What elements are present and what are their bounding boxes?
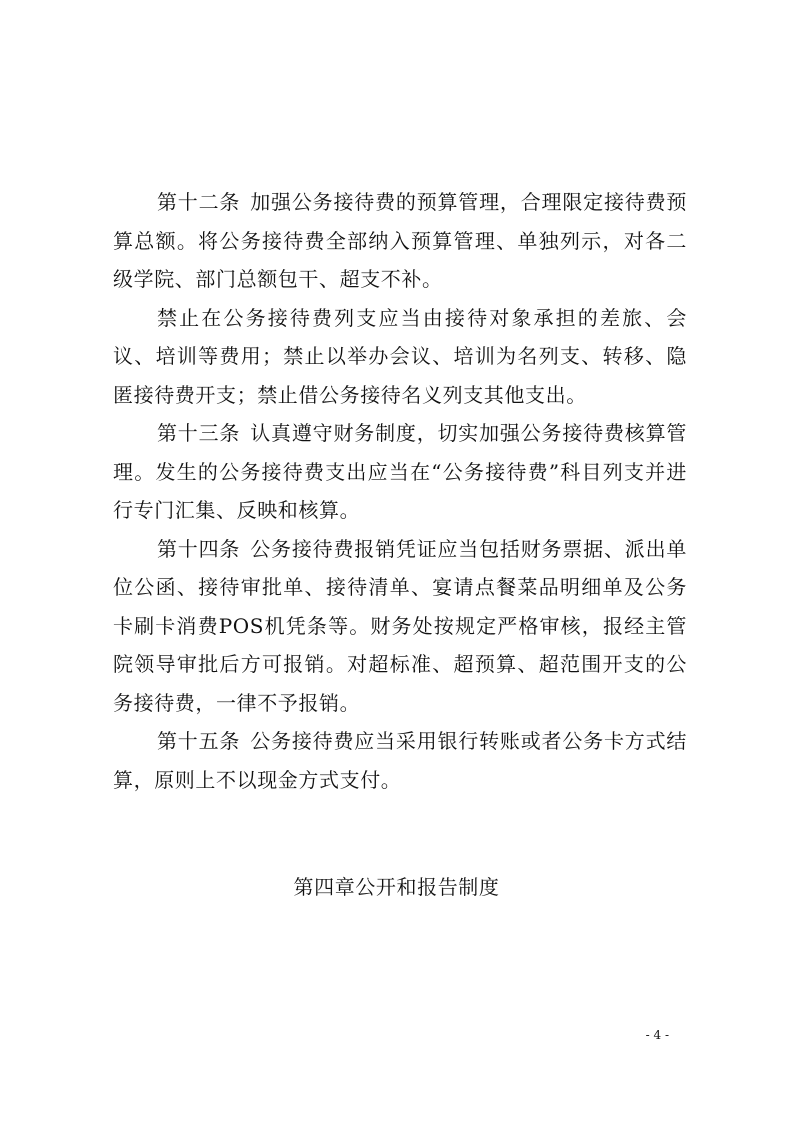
paragraph-text: 禁止在公务接待费列支应当由接待对象承担的差旅、会议、培训等费用；禁止以举办会议、培训为名列支、转移、隐匿接待费开支；禁止借公务接待名义列支其他支出。 — [113, 305, 687, 407]
paragraph-article-12 — [113, 183, 687, 299]
body-text — [113, 183, 687, 799]
article-heading: 第十四条 — [157, 536, 241, 561]
paragraph-article-15 — [113, 722, 687, 799]
paragraph-text: 公务接待费应当采用银行转账或者公务卡方式结算，原则上不以现金方式支付。 — [113, 729, 687, 792]
paragraph-prohibitions — [113, 299, 687, 415]
article-heading: 第十二条 — [157, 190, 241, 214]
paragraph-text: 公务接待费报销凭证应当包括财务票据、派出单位公函、接待审批单、接待清单、宴请点餐菜品明细单及公务卡刷卡消费POS机凭条等。财务处按规定严格审核，报经主管院领导审批后方可报销。对超标准、超预算、超范围开支的公务接待费，一律不予报销。 — [113, 536, 687, 715]
article-heading: 第十五条 — [157, 729, 241, 753]
paragraph-article-13 — [113, 414, 687, 530]
paragraph-article-14 — [113, 530, 687, 723]
page-number: - 4 - — [645, 1028, 669, 1042]
paragraph-text: 加强公务接待费的预算管理，合理限定接待费预算总额。将公务接待费全部纳入预算管理、单独列示，对各二级学院、部门总额包干、超支不补。 — [113, 190, 687, 291]
paragraph-text: 认真遵守财务制度，切实加强公务接待费核算管理。发生的公务接待费支出应当在“公务接待费”科目列支并进行专门汇集、反映和核算。 — [113, 421, 687, 522]
chapter-title: 第四章公开和报告制度 — [293, 875, 500, 899]
article-heading: 第十三条 — [157, 421, 241, 445]
